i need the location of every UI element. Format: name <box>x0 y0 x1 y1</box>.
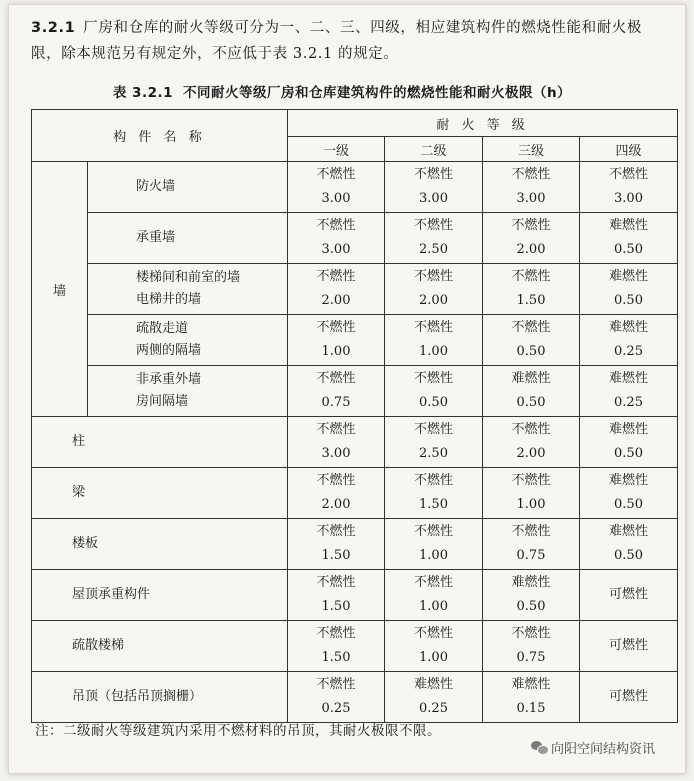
grade-3-cell <box>483 366 580 417</box>
table-note: 注：二级耐火等级建筑内采用不燃材料的吊顶，其耐火极限不限。 <box>35 723 441 739</box>
fire-resistance-hours: 0.50 <box>516 344 546 359</box>
combustibility: 不燃性 <box>316 575 356 590</box>
fire-resistance-hours: 0.50 <box>516 599 546 614</box>
grade-3-cell <box>483 315 580 366</box>
grade-2-cell <box>385 519 483 570</box>
grade-4-cell <box>580 213 678 264</box>
combustibility: 不燃性 <box>316 473 356 488</box>
component-name-line: 楼梯间和前室的墙 <box>136 270 241 285</box>
grade-3-cell <box>483 621 580 672</box>
combustibility: 不燃性 <box>413 473 453 488</box>
component-name <box>32 468 288 519</box>
combustibility: 不燃性 <box>413 167 453 182</box>
grade-2-cell <box>385 315 483 366</box>
fire-resistance-hours: 1.00 <box>419 548 448 563</box>
combustibility: 难燃性 <box>609 371 649 386</box>
watermark <box>531 738 655 757</box>
component-name-line: 承重墙 <box>136 230 176 245</box>
grade-1-cell <box>288 468 385 519</box>
fire-resistance-hours: 3.00 <box>321 446 351 461</box>
grade-2-cell <box>385 570 483 621</box>
fire-resistance-hours: 1.00 <box>321 344 351 359</box>
grade-1-header: 一级 <box>288 137 385 162</box>
fire-resistance-hours: 2.00 <box>321 497 351 512</box>
grade-1-cell <box>288 417 385 468</box>
combustibility: 难燃性 <box>609 218 649 233</box>
combustibility: 不燃性 <box>413 269 453 284</box>
grade-2-header: 二级 <box>385 137 483 162</box>
table-caption <box>9 81 685 101</box>
combustibility: 不燃性 <box>511 422 551 437</box>
combustibility: 不燃性 <box>316 524 356 539</box>
fire-resistance-hours: 3.00 <box>614 191 643 206</box>
combustibility: 不燃性 <box>413 218 453 233</box>
fire-resistance-hours: 0.25 <box>614 395 643 410</box>
combustibility: 不燃性 <box>413 524 453 539</box>
grade-3-cell <box>483 519 580 570</box>
combustibility: 不燃性 <box>413 422 453 437</box>
grade-4-cell <box>580 570 678 621</box>
component-name-line: 楼板 <box>72 536 99 551</box>
fire-resistance-hours: 2.00 <box>516 242 546 257</box>
grade-header: 耐 火 等 级 <box>288 110 678 137</box>
combustibility: 不燃性 <box>511 167 551 182</box>
intro-paragraph <box>31 15 671 67</box>
component-name-line: 防火墙 <box>136 179 176 194</box>
fire-resistance-hours: 0.75 <box>516 548 546 563</box>
component-name <box>88 162 288 213</box>
grade-1-cell <box>288 672 385 723</box>
grade-3-cell <box>483 213 580 264</box>
grade-3-cell <box>483 672 580 723</box>
wechat-icon <box>531 741 547 754</box>
grade-1-cell <box>288 264 385 315</box>
grade-2-cell <box>385 162 483 213</box>
component-name-line: 疏散楼梯 <box>72 638 125 653</box>
combustibility: 不燃性 <box>609 167 649 182</box>
combustibility: 不燃性 <box>511 626 551 641</box>
fire-resistance-hours: 2.00 <box>321 293 351 308</box>
component-name <box>88 213 288 264</box>
grade-1-cell <box>288 519 385 570</box>
combustibility: 难燃性 <box>511 677 551 692</box>
fire-resistance-hours: 0.50 <box>614 446 643 461</box>
component-name <box>32 519 288 570</box>
grade-3-cell <box>483 264 580 315</box>
combustibility: 难燃性 <box>609 473 649 488</box>
fire-resistance-hours: 0.50 <box>614 548 643 563</box>
fire-resistance-hours: 3.00 <box>321 191 351 206</box>
combustibility: 不燃性 <box>511 320 551 335</box>
grade-4-cell <box>580 315 678 366</box>
intro-text: 厂房和仓库的耐火等级可分为一、二、三、四级，相应建筑构件的燃烧性能和耐火极限，除本规范另有规定外，不应低于表 3.2.1 的规定。 <box>31 20 642 62</box>
fire-resistance-hours: 1.50 <box>321 599 351 614</box>
component-name <box>32 621 288 672</box>
combustibility: 不燃性 <box>413 320 453 335</box>
combustibility: 可燃性 <box>609 689 649 704</box>
fire-resistance-hours: 0.75 <box>321 395 351 410</box>
table-row <box>32 417 678 468</box>
component-name-line: 房间隔墙 <box>136 394 189 409</box>
fire-resistance-hours: 0.75 <box>516 650 546 665</box>
fire-resistance-hours: 1.00 <box>516 497 546 512</box>
fire-resistance-hours: 3.00 <box>419 191 448 206</box>
grade-4-cell <box>580 366 678 417</box>
combustibility: 可燃性 <box>609 587 649 602</box>
document-page <box>8 4 686 774</box>
fire-resistance-hours: 0.25 <box>614 344 643 359</box>
component-name <box>88 315 288 366</box>
combustibility: 不燃性 <box>316 371 356 386</box>
fire-resistance-hours: 1.50 <box>321 548 351 563</box>
table-row <box>32 621 678 672</box>
grade-4-cell <box>580 417 678 468</box>
combustibility: 难燃性 <box>609 422 649 437</box>
combustibility: 难燃性 <box>413 677 453 692</box>
table-row <box>32 315 678 366</box>
table-row <box>32 366 678 417</box>
clause-number: 3.2.1 <box>31 20 76 36</box>
fire-resistance-table <box>31 109 678 723</box>
grade-4-cell <box>580 162 678 213</box>
component-name-line: 吊顶（包括吊顶搁栅） <box>72 689 203 704</box>
table-title: 不同耐火等级厂房和仓库建筑构件的燃烧性能和耐火极限（h） <box>183 85 572 101</box>
table-row <box>32 672 678 723</box>
grade-1-cell <box>288 570 385 621</box>
fire-resistance-hours: 0.25 <box>419 701 448 716</box>
grade-3-cell <box>483 468 580 519</box>
component-name-line: 屋顶承重构件 <box>72 587 151 602</box>
combustibility: 难燃性 <box>609 269 649 284</box>
combustibility: 难燃性 <box>511 371 551 386</box>
fire-resistance-hours: 1.50 <box>321 650 351 665</box>
fire-resistance-hours: 2.50 <box>419 242 448 257</box>
component-name-line: 两侧的隔墙 <box>136 343 202 358</box>
fire-resistance-hours: 3.00 <box>516 191 546 206</box>
grade-1-cell <box>288 213 385 264</box>
grade-2-cell <box>385 366 483 417</box>
grade-3-cell <box>483 162 580 213</box>
component-name-line: 电梯井的墙 <box>136 292 202 307</box>
fire-resistance-hours: 1.50 <box>419 497 448 512</box>
grade-1-cell <box>288 621 385 672</box>
grade-1-cell <box>288 366 385 417</box>
combustibility: 不燃性 <box>316 677 356 692</box>
fire-resistance-hours: 1.50 <box>516 293 546 308</box>
watermark-text: 向阳空间结构资讯 <box>550 742 655 757</box>
table-row <box>32 264 678 315</box>
table-row <box>32 519 678 570</box>
fire-resistance-hours: 0.50 <box>516 395 546 410</box>
combustibility: 不燃性 <box>316 269 356 284</box>
component-name <box>32 417 288 468</box>
fire-resistance-hours: 0.50 <box>614 497 643 512</box>
fire-resistance-hours: 3.00 <box>321 242 351 257</box>
combustibility: 不燃性 <box>413 626 453 641</box>
wall-group-label: 墙 <box>32 162 88 417</box>
grade-4-header: 四级 <box>580 137 678 162</box>
combustibility: 不燃性 <box>316 422 356 437</box>
fire-resistance-hours: 0.25 <box>321 701 351 716</box>
grade-2-cell <box>385 621 483 672</box>
grade-4-cell <box>580 621 678 672</box>
grade-4-cell <box>580 519 678 570</box>
table-row <box>32 162 678 213</box>
combustibility: 不燃性 <box>511 473 551 488</box>
combustibility: 不燃性 <box>511 269 551 284</box>
grade-4-cell <box>580 468 678 519</box>
grade-3-cell <box>483 570 580 621</box>
table-row <box>32 570 678 621</box>
fire-resistance-hours: 0.50 <box>614 293 643 308</box>
fire-resistance-hours: 1.00 <box>419 650 448 665</box>
combustibility: 不燃性 <box>316 218 356 233</box>
combustibility: 不燃性 <box>316 320 356 335</box>
fire-resistance-hours: 2.50 <box>419 446 448 461</box>
grade-1-cell <box>288 162 385 213</box>
combustibility: 不燃性 <box>413 371 453 386</box>
combustibility: 不燃性 <box>511 218 551 233</box>
grade-2-cell <box>385 672 483 723</box>
combustibility: 难燃性 <box>609 524 649 539</box>
grade-2-cell <box>385 213 483 264</box>
combustibility: 不燃性 <box>511 524 551 539</box>
component-name <box>88 366 288 417</box>
fire-resistance-hours: 1.00 <box>419 344 448 359</box>
grade-3-header: 三级 <box>483 137 580 162</box>
fire-resistance-hours: 0.50 <box>614 242 643 257</box>
component-name-line: 疏散走道 <box>136 321 189 336</box>
fire-resistance-hours: 1.00 <box>419 599 448 614</box>
component-name <box>88 264 288 315</box>
fire-resistance-hours: 0.15 <box>516 701 546 716</box>
grade-2-cell <box>385 264 483 315</box>
table-number: 表 3.2.1 <box>112 85 173 101</box>
combustibility: 不燃性 <box>316 167 356 182</box>
component-name-line: 梁 <box>72 485 86 500</box>
combustibility: 可燃性 <box>609 638 649 653</box>
fire-resistance-hours: 0.50 <box>419 395 448 410</box>
component-header: 构 件 名 称 <box>32 110 288 162</box>
component-name-line: 柱 <box>72 434 86 449</box>
grade-3-cell <box>483 417 580 468</box>
grade-4-cell <box>580 672 678 723</box>
table-row <box>32 213 678 264</box>
grade-2-cell <box>385 468 483 519</box>
combustibility: 不燃性 <box>316 626 356 641</box>
component-name-line: 非承重外墙 <box>136 372 202 387</box>
grade-2-cell <box>385 417 483 468</box>
combustibility: 不燃性 <box>413 575 453 590</box>
component-name <box>32 570 288 621</box>
fire-resistance-hours: 2.00 <box>419 293 448 308</box>
grade-1-cell <box>288 315 385 366</box>
component-name <box>32 672 288 723</box>
combustibility: 难燃性 <box>511 575 551 590</box>
grade-4-cell <box>580 264 678 315</box>
combustibility: 难燃性 <box>609 320 649 335</box>
fire-resistance-hours: 2.00 <box>516 446 546 461</box>
table-row <box>32 468 678 519</box>
